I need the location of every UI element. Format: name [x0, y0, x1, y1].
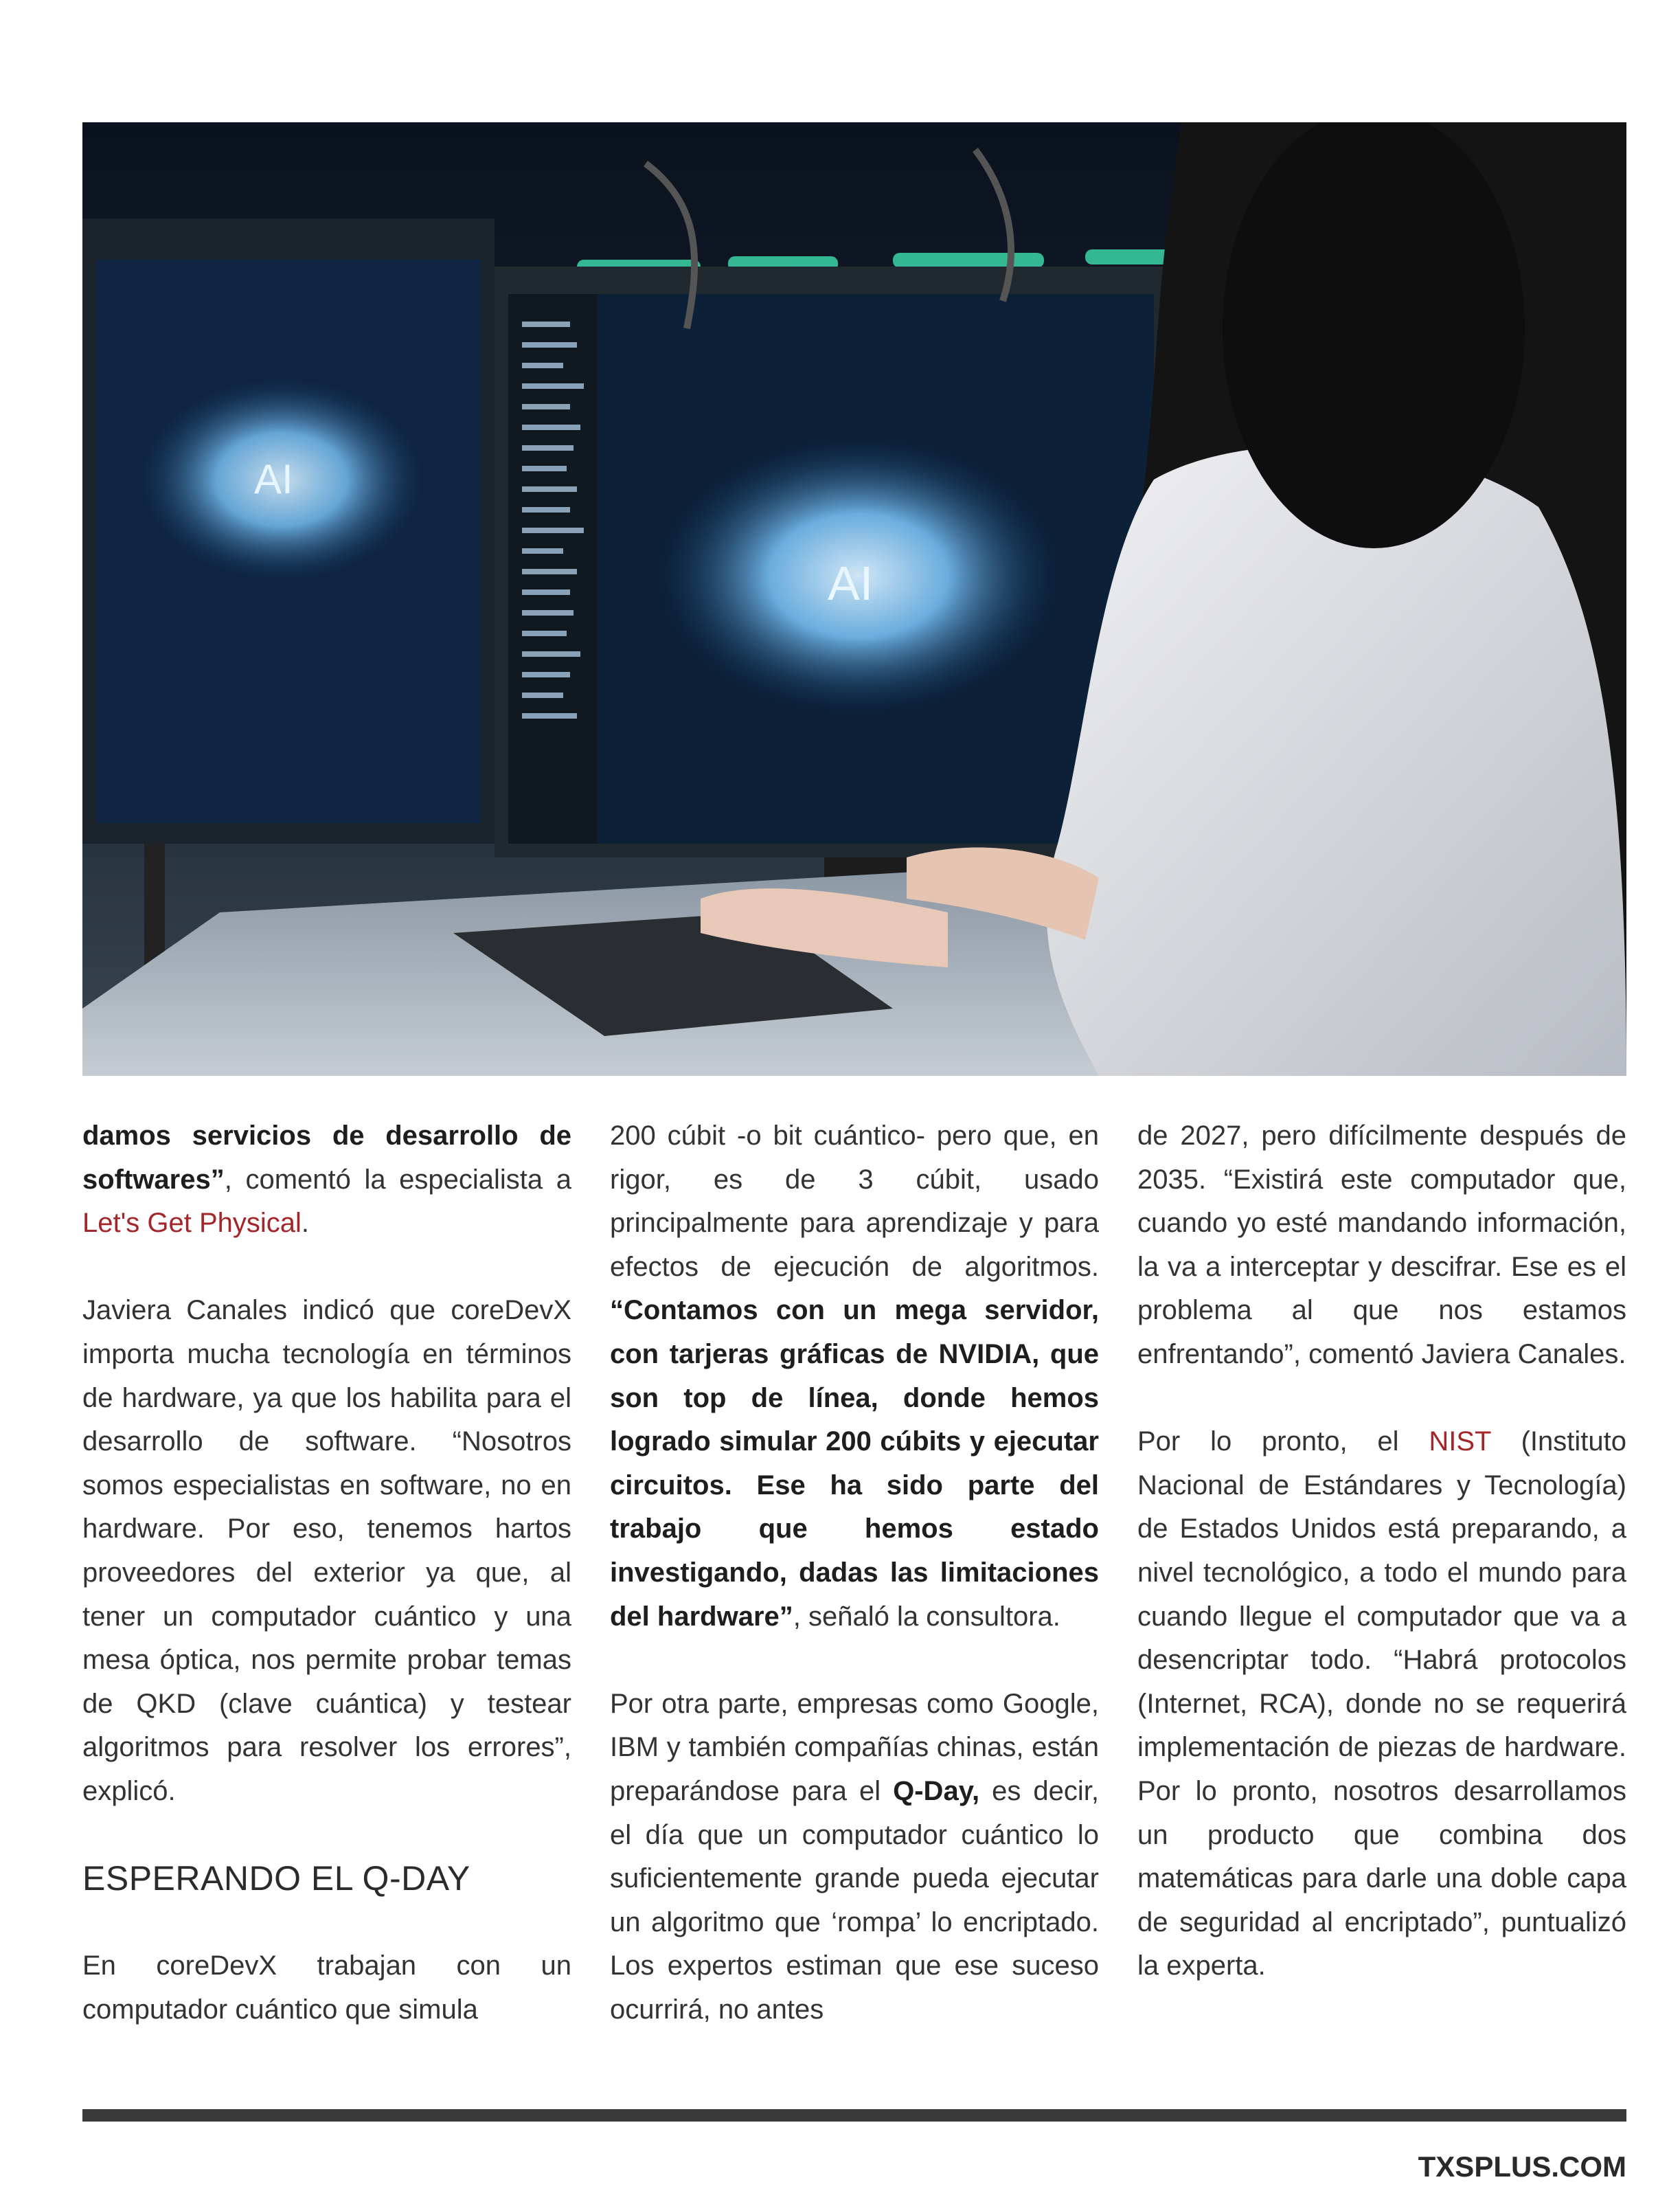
section-heading: ESPERANDO EL Q-DAY — [82, 1859, 470, 1898]
col2-paragraph-1 — [610, 1114, 1099, 1639]
q-day-bold: Q-Day, — [893, 1775, 980, 1806]
photo-illustration — [82, 122, 1626, 1076]
col3-paragraph-1: de 2027, pero difícilmente después de 2035. “Existirá este computador que, cuando yo esté mandando información, la va a interceptar y descifrar. Ese es el problema al que nos estamos enfrentando”, comentó Javiera Canales. — [1137, 1121, 1626, 1369]
col1-paragraph-3: En coreDevX trabajan con un computador cuántico que simula — [82, 1950, 571, 2025]
column-2 — [610, 1114, 1099, 2032]
lets-get-physical-link[interactable]: Let's Get Physical — [82, 1208, 302, 1239]
col2-quote-bold: “Contamos con un mega servidor, con tarjeras gráficas de NVIDIA, que son top de línea, donde hemos logrado simular 200 cúbits y ejecutar circuitos. Ese ha sido parte del trabajo que hemos estado investigando, dadas las limitaciones del hardware” — [610, 1295, 1099, 1632]
col1-quote-bold: damos servicios de desarrollo de softwares” — [82, 1121, 571, 1195]
col2-text: 200 cúbit -o bit cuántico- pero que, en rigor, es de 3 cúbit, usado principalmente para aprendizaje y para efectos de ejecución de algoritmos. — [610, 1121, 1099, 1282]
col3-paragraph-2 — [1137, 1420, 1626, 1988]
screen-label: AI — [828, 556, 874, 610]
column-1 — [82, 1114, 571, 2032]
col1-paragraph-2: Javiera Canales indicó que coreDevX importa mucha tecnología en términos de hardware, ya que los habilita para el desarrollo de software. “Nosotros somos especialistas en software, no en hardware. Por eso, tenemos hartos proveedores del exterior ya que, al tener un computador cuántico y una mesa óptica, nos permite probar temas de QKD (clave cuántica) y testear algoritmos para resolver los errores”, explicó. — [82, 1295, 571, 1806]
site-url[interactable]: TXSPLUS.COM — [1418, 2150, 1626, 2183]
svg-text:AI: AI — [254, 456, 293, 502]
footer-rule — [82, 2109, 1626, 2122]
column-3 — [1137, 1114, 1626, 1988]
col2-text-b: es decir, el día que un computador cuántico lo suficientemente grande pueda ejecutar un algoritmo que ‘rompa’ lo encriptado. Los expertos estiman que ese suceso ocurrirá, no antes — [610, 1775, 1099, 2025]
col2-text-end: , señaló la consultora. — [793, 1601, 1060, 1632]
col1-period: . — [301, 1208, 310, 1239]
article-body — [82, 1114, 1626, 2090]
nist-link[interactable]: NIST — [1429, 1426, 1491, 1457]
col3-text-a: Por lo pronto, el — [1137, 1426, 1429, 1457]
article-photo — [82, 122, 1626, 1076]
col1-text: , comentó la especialista a — [224, 1164, 571, 1195]
col2-paragraph-2 — [610, 1683, 1099, 2032]
col2-text-a: Por otra parte, empresas como Google, IBM y también compañías chinas, están preparándose para el — [610, 1688, 1099, 1806]
col1-paragraph-1 — [82, 1114, 571, 1246]
col3-text-b: (Instituto Nacional de Estándares y Tecnología) de Estados Unidos está preparando, a nivel tecnológico, a todo el mundo para cuando llegue el computador que va a desencriptar todo. “Habrá protocolos (Internet, RCA), donde no se requerirá implementación de piezas de hardware. Por lo pronto, nosotros desarrollamos un producto que combina dos matemáticas para darle una doble capa de seguridad al encriptado”, puntualizó la experta. — [1137, 1426, 1626, 1981]
